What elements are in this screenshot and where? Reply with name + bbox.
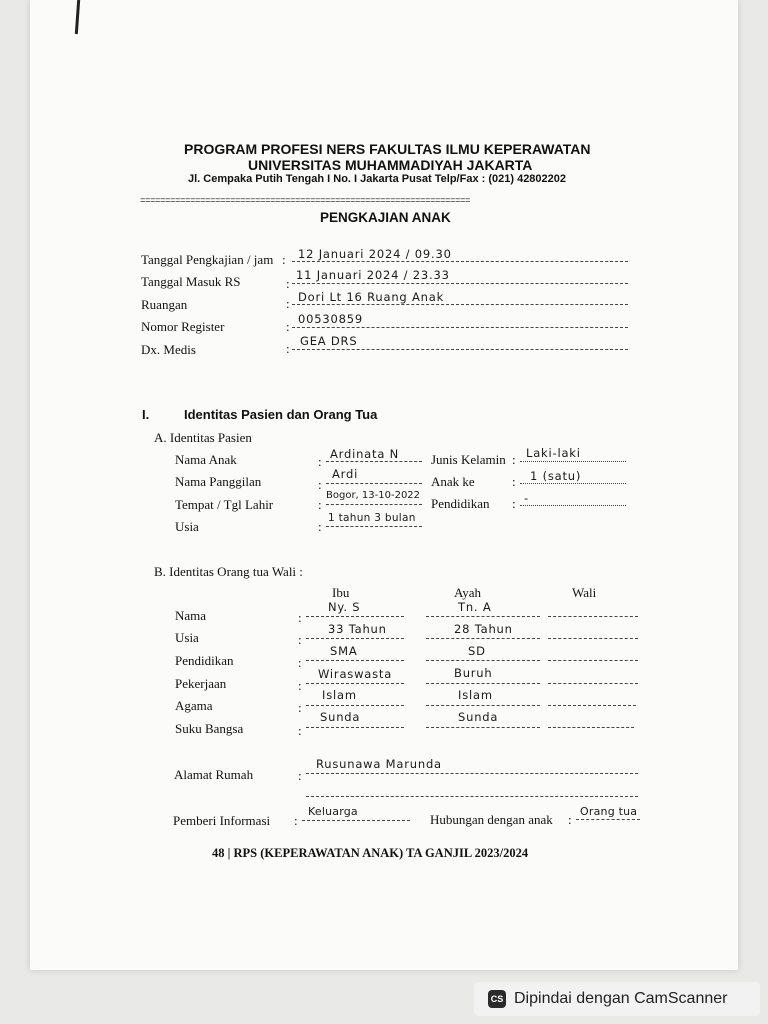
parent-row-label-suku-bangsa: Suku Bangsa [175, 721, 244, 736]
field-label-dx-medis: Dx. Medis [141, 342, 196, 357]
patient-value-jenis-kelamin: Laki-laki [526, 446, 581, 460]
parent-row-label-agama: Agama [175, 698, 213, 713]
field-value-dx-medis: GEA DRS [300, 334, 358, 348]
patient-label-tempat-tgl-lahir: Tempat / Tgl Lahir [175, 497, 274, 512]
field-label-ruangan: Ruangan [141, 297, 188, 312]
parent-ayah-pendidikan: SD [468, 644, 486, 658]
relation-value: Orang tua [580, 805, 638, 818]
parent-ayah-agama: Islam [458, 688, 493, 702]
column-header-wali: Wali [572, 585, 597, 600]
parent-ibu-nama: Ny. S [328, 600, 361, 614]
address-label: Alamat Rumah [174, 767, 254, 782]
relation-label: Hubungan dengan anak [430, 812, 553, 827]
patient-value-tempat-tgl-lahir: Bogor, 13-10-2022 [326, 490, 421, 501]
parent-ayah-pekerjaan: Buruh [454, 666, 493, 680]
informant-value: Keluarga [308, 805, 358, 818]
parent-row-label-nama: Nama [175, 608, 207, 623]
scanned-page: PROGRAM PROFESI NERS FAKULTAS ILMU KEPERAWATAN UNIVERSITAS MUHAMMADIYAH JAKARTA Jl. Cempaka Putih Tengah I No. I Jakarta Pusat Telp/Fax : (021) 42802202 ================================================================== PENGKAJIAN ANAK Tanggal Pengkajian / jam : 12 Januari 2024 / 09.30 Tanggal Masuk RS : 11 Januari 2024 / 23.33 Ruangan : Dori Lt 16 Ruang Anak Nomor Register : 00530859 Dx. Medis : GEA DRS I. Identitas Pasien dan Orang Tua A. Identitas Pasien Nama Anak : Ardinata N Junis Kelamin : Laki-laki Nama Panggilan : Ardi Anak ke : 1 (satu) Tempat / Tgl Lahir : Bogor, 13-10-2022 Pendidikan : - Usia : 1 tahun 3 bulan B. Identitas Orang tua Wali : Ibu Ayah Wali Nama : Ny. S Tn. A Usia : 33 Tahun 28 Tahun Pendidikan : SMA SD Pekerjaan : Wiraswasta Buruh Agama : Islam Islam Suku Bangsa : Sunda Sunda Alamat Rumah : Rusunawa Marunda Pemberi Informasi : Keluarga Hubungan dengan anak : Orang tua 48 | RPS (KEPERAWATAN ANAK) TA GANJIL 2023/2024 [30, 0, 738, 970]
header-rule: ================================================================== [140, 196, 471, 206]
informant-label: Pemberi Informasi [173, 813, 271, 828]
header-line-2: UNIVERSITAS MUHAMMADIYAH JAKARTA [248, 157, 533, 173]
patient-value-usia: 1 tahun 3 bulan [328, 512, 416, 524]
parent-ibu-pekerjaan: Wiraswasta [318, 667, 393, 681]
patient-value-nama-panggilan: Ardi [332, 467, 359, 481]
form-title: PENGKAJIAN ANAK [320, 210, 451, 225]
field-value-tanggal-masuk: 11 Januari 2024 / 23.33 [296, 268, 450, 282]
section-number: I. [142, 407, 150, 422]
patient-label-nama-anak: Nama Anak [175, 452, 237, 467]
parent-row-label-pendidikan: Pendidikan [175, 653, 234, 668]
field-value-ruangan: Dori Lt 16 Ruang Anak [298, 290, 445, 304]
patient-value-anak-ke: 1 (satu) [530, 469, 582, 483]
column-header-ibu: Ibu [332, 585, 350, 600]
pen-mark [75, 0, 80, 34]
camscanner-watermark [474, 982, 760, 1016]
field-value-tanggal-pengkajian: 12 Januari 2024 / 09.30 [298, 247, 452, 261]
field-label-nomor-register: Nomor Register [141, 319, 225, 334]
patient-label-usia: Usia [175, 519, 199, 534]
subsection-b-title: B. Identitas Orang tua Wali : [154, 564, 303, 579]
parent-ayah-suku: Sunda [458, 710, 499, 724]
patient-value-pendidikan: - [524, 491, 529, 505]
field-label-tanggal-pengkajian: Tanggal Pengkajian / jam [141, 252, 274, 267]
camscanner-logo-icon: CS [488, 990, 506, 1008]
parent-ibu-pendidikan: SMA [330, 644, 358, 658]
patient-label-nama-panggilan: Nama Panggilan [175, 474, 262, 489]
header-line-1: PROGRAM PROFESI NERS FAKULTAS ILMU KEPERAWATAN [184, 141, 591, 157]
parent-ibu-agama: Islam [322, 688, 357, 702]
section-title: Identitas Pasien dan Orang Tua [184, 407, 378, 422]
patient-value-nama-anak: Ardinata N [330, 447, 400, 461]
camscanner-text: Dipindai dengan CamScanner [514, 990, 728, 1007]
patient-label-anak-ke: Anak ke [431, 474, 475, 489]
parent-row-label-pekerjaan: Pekerjaan [175, 676, 227, 691]
address-value: Rusunawa Marunda [316, 757, 442, 771]
parent-row-label-usia: Usia [175, 630, 199, 645]
patient-label-jenis-kelamin: Junis Kelamin [431, 452, 506, 467]
header-address: Jl. Cempaka Putih Tengah I No. I Jakarta Pusat Telp/Fax : (021) 42802202 [188, 173, 567, 185]
parent-ayah-usia: 28 Tahun [454, 622, 513, 636]
parent-ayah-nama: Tn. A [458, 600, 492, 614]
parent-ibu-usia: 33 Tahun [328, 622, 387, 636]
field-label-tanggal-masuk: Tanggal Masuk RS [141, 274, 241, 289]
field-value-nomor-register: 00530859 [298, 312, 363, 326]
page-footer: 48 | RPS (KEPERAWATAN ANAK) TA GANJIL 2023/2024 [212, 846, 529, 860]
parent-ibu-suku: Sunda [320, 710, 361, 724]
subsection-a-title: A. Identitas Pasien [154, 430, 252, 445]
column-header-ayah: Ayah [454, 585, 481, 600]
patient-label-pendidikan: Pendidikan [431, 496, 490, 511]
